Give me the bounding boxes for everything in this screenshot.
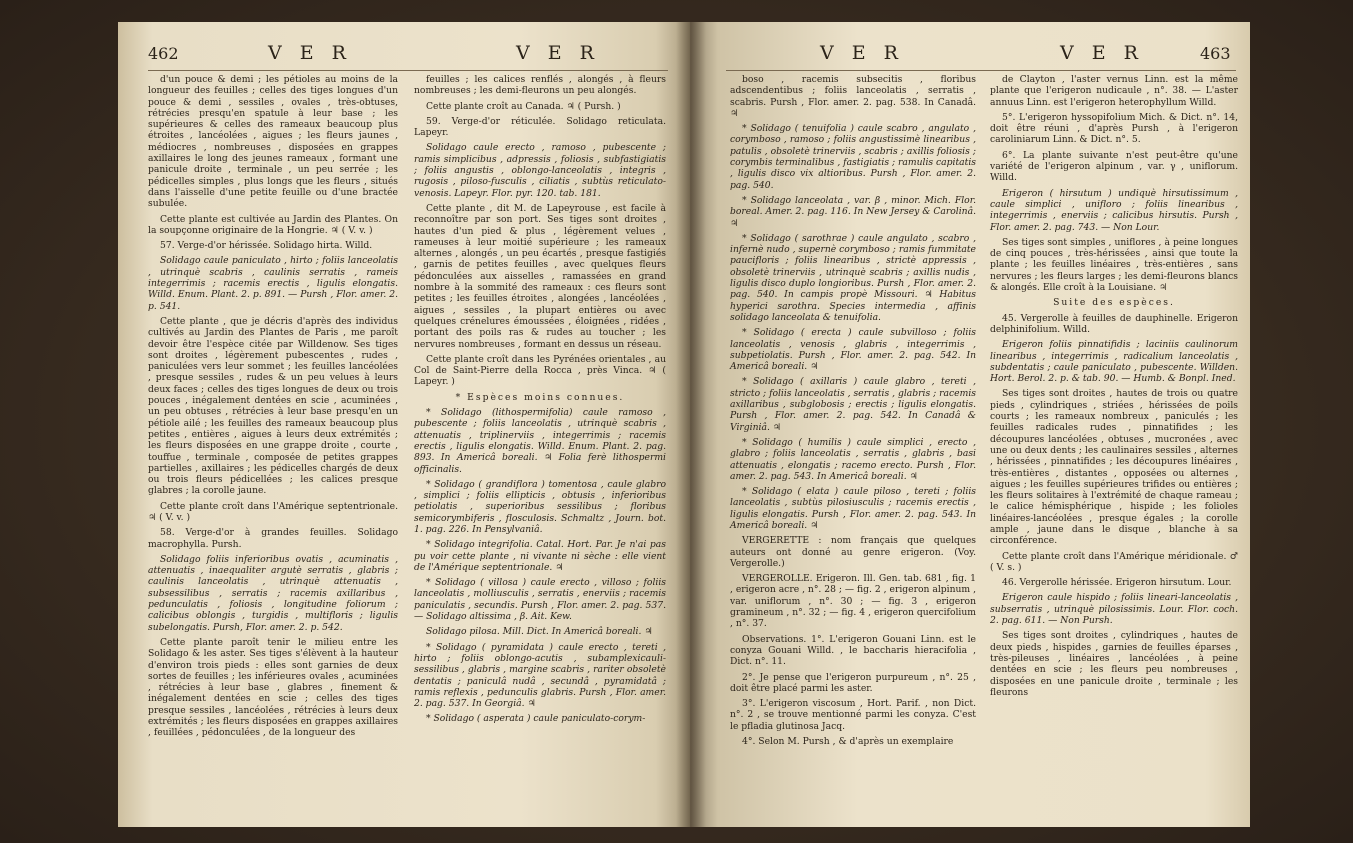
paragraph: d'un pouce & demi ; les pétioles au moins de la longueur des feuilles ; celles des tiges longues d'un pouce & demi , sessiles , ovales , très-obtuses, rétrécies presqu'en spatule à leur base ; les supérieures & celles des rameaux beaucoup plus étroites , lancéolées , aigues ; les fleurs jaunes , médiocres , nombreuses , disposées en grappes axillaires le long des jeunes rameaux , formant une panicule droite , terminale , un peu serrée ; les pédicelles simples , plus longs que les fleurs , situés dans l'aisselle d'une petite feuille ou d'une bractée subulée. bbox=[148, 74, 398, 210]
paragraph: * Espèces moins connues. bbox=[455, 391, 625, 403]
text-column-right bbox=[990, 74, 1238, 702]
paragraph: * Solidago ( erecta ) caule subvilloso ; foliis lanceolatis , venosis , glabris , integerrimis , subpetiolatis. Pursh , Flor. amer. 2. pag. 542. In Americâ boreali. ♃ bbox=[730, 327, 976, 373]
paragraph: * Solidago ( asperata ) caule paniculato-corym- bbox=[426, 713, 646, 725]
paragraph: Cette plante , que je décris d'après des individus cultivés au Jardin des Plantes de Paris , me paroît devoir être l'espèce citée par Willdenow. Ses tiges sont droites , légèrement pubescentes , rudes , paniculées vers leur sommet ; les feuilles lancéolées , presque sessiles , rudes & un peu velues à leurs deux faces ; celles des tiges longues de deux ou trois pouces , inégalement dentées en scie , acuminées , un peu obtuses , rétrécies à leur base presqu'en un pétiole ailé ; les feuilles des rameaux beaucoup plus petites , entières , aigues à leurs deux extrémités ; les fleurs disposées en une grappe droite , courte , touffue , terminale , composée de petites grappes partielles , axillaires ; les pédicelles chargés de deux ou trois fleurs pédicellées ; les calices presque glabres ; la corolle jaune. bbox=[148, 315, 398, 497]
paragraph: 46. Vergerolle hérissée. Erigeron hirsutum. Lour. bbox=[1002, 577, 1232, 589]
paragraph: * Solidago (lithospermifolia) caule ramoso , pubescente ; foliis lanceolatis , utrinquè scabris , attenuatis , triplinerviis , integerrimis ; racemis erectis , ligulis elongatis. Willd. Enum. Plant. 2. pag. 893. In Americâ boreali. ♃ Folia ferè lithospermi officinalis. bbox=[414, 407, 666, 475]
book-gutter bbox=[676, 22, 706, 827]
paragraph: Ses tiges sont simples , uniflores , à peine longues de cinq pouces , très-hérissées , ainsi que toute la plante ; les feuilles linéaires , très-entières , sans nervures ; les fleurs larges ; les demi-fleurons blancs & alongés. Elle croît à la Louisiane. ♃ bbox=[990, 236, 1238, 294]
paragraph: * Solidago ( tenuifolia ) caule scabro , angulato , corymboso , ramoso ; foliis angustissimè linearibus , patulis , obsoletè trinerviis , scabris ; axillis foliosis ; corymbis terminalibus , fastigiatis ; ramulis capitatis , ligulis disco vix altioribus. Pursh , Flor. amer. 2. pag. 540. bbox=[730, 123, 976, 191]
paragraph: * Solidago ( villosa ) caule erecto , villoso ; foliis lanceolatis , molliusculis , serratis , enerviis ; racemis paniculatis , secundis. Pursh , Flor. amer. 2. pag. 537. — Solidago altissima , β. Ait. Kew. bbox=[414, 577, 666, 623]
paragraph: 3°. L'erigeron viscosum , Hort. Parif. , non Dict. n°. 2 , se trouve mentionné parmi les conyza. C'est le pfladia glutinosa Jacq. bbox=[730, 698, 976, 732]
paragraph: Observations. 1°. L'erigeron Gouani Linn. est le conyza Gouani Willd. , le baccharis hieracifolia , Dict. n°. 11. bbox=[730, 633, 976, 668]
paragraph: Cette plante croît au Canada. ♃ ( Pursh. ) bbox=[426, 100, 621, 112]
paragraph: Erigeron caule hispido ; foliis lineari-lanceolatis , subserratis , utrinquè pilosissimis. Lour. Flor. coch. 2. pag. 611. — Non Pursh. bbox=[990, 592, 1238, 627]
paragraph: VERGEROLLE. Erigeron. Ill. Gen. tab. 681 , fig. 1 , erigeron acre , n°. 28 ; — fig. 2 , erigeron alpinum , var. uniflorum , n°. 30 ; — fig. 3 , erigeron gramineum , n°. 32 ; — fig. 4 , erigeron quercifolium , n°. 37. bbox=[730, 573, 976, 630]
left-page bbox=[118, 22, 690, 827]
paragraph: 2°. Je pense que l'erigeron purpureum , n°. 25 , doit être placé parmi les aster. bbox=[730, 671, 976, 694]
text-column-left bbox=[148, 74, 398, 743]
paragraph: 6°. La plante suivante n'est peut-être qu'une variété de l'erigeron alpinum , var. γ , uniflorum. Willd. bbox=[990, 149, 1238, 184]
paragraph: Ses tiges sont droites , cylindriques , hautes de deux pieds , hispides , garnies de feuilles éparses , très-pileuses , linéaires , lancéolées , à peine dentées en scie ; les fleurs peu nombreuses , disposées en une panicule droite , terminale ; les fleurons bbox=[990, 630, 1238, 698]
paragraph: Erigeron ( hirsutum ) undiquè hirsutissimum , caule simplici , unifloro ; foliis linearibus , integerrimis , enerviis ; calicibus hirsutis. Pursh , Flor. amer. 2. pag. 743. — Non Lour. bbox=[990, 187, 1238, 233]
paragraph: boso , racemis subsecitis , floribus adscendentibus ; foliis lanceolatis , serratis , scabris. Pursh , Flor. amer. 2. pag. 538. In Canadâ. ♃ bbox=[730, 74, 976, 119]
header-rule bbox=[148, 70, 668, 71]
paragraph: Cette plante , dit M. de Lapeyrouse , est facile à reconnoître par son port. Ses tiges sont droites , hautes d'un pied & plus , légèrement velues , rameuses à leur moitié supérieure ; les rameaux alternes , alongés , un peu écartés , presque fastigiés , garnis de petites feuilles , avec quelques fleurs pédonculées aux aisselles , ramassées en grand nombre à la sommité des rameaux : ces fleurs sont petites ; les feuilles étroites , alongées , lancéolées , aigues , sessiles , la plupart entières ou avec quelques crénelures émoussées , éloignées , ridées , portant des poils ras & rudes au toucher ; les nervures nombreuses , formant en dessus un réseau. bbox=[414, 202, 666, 350]
paragraph: * Solidago ( pyramidata ) caule erecto , tereti , hirto ; foliis oblongo-acutis , subamplexicauli-sessilibus , glabris , margine scabris , rariter obsoletè dentatis ; paniculâ nudâ , secundâ , pyramidatâ ; ramis reflexis , pedunculis glabris. Pursh , Flor. amer. 2. pag. 537. In Georgiâ. ♃ bbox=[414, 641, 666, 710]
paragraph: * Solidago lanceolata , var. β , minor. Mich. Flor. boreal. Amer. 2. pag. 116. In New Jersey & Carolinâ. ♃ bbox=[730, 194, 976, 229]
running-header-left: V E R bbox=[268, 42, 352, 64]
running-header-right: V E R bbox=[1060, 42, 1144, 64]
paragraph: * Solidago ( elata ) caule piloso , tereti ; foliis lanceolatis , subtùs pilosiusculis ; racemis erectis , ligulis elongatis. Pursh , Flor. amer. 2. pag. 543. In Americâ boreali. ♃ bbox=[730, 486, 976, 531]
header-rule bbox=[726, 70, 1236, 71]
running-header-right: V E R bbox=[516, 42, 600, 64]
paragraph: Erigeron foliis pinnatifidis ; laciniis caulinorum linearibus , integerrimis , radicalium lanceolatis , subdentatis ; caule paniculato , pubescente. Willden. Hort. Berol. 2. p. & tab. 90. — Humb. & Bonpl. Ined. bbox=[990, 339, 1238, 385]
paragraph: * Solidago ( sarothrae ) caule angulato , scabro , infernè nudo , supernè corymboso ; ramis fummitate paucifloris ; foliis linearibus , strictè appressis , obsoletè trinerviis , utrinquè scabris ; axillis nudis , ligulis disco duplo longioribus. Pursh , Flor. amer. 2. pag. 540. In campis propè Missouri. ♃ Habitus hyperici sarothra. Species intermedia , affinis solidago lanceolata & tenuifolia. bbox=[730, 232, 976, 323]
page-number: 462 bbox=[148, 44, 179, 63]
paragraph: Cette plante croît dans les Pyrénées orientales , au Col de Saint-Pierre della Rocca , près Vinca. ♃ ( Lapeyr. ) bbox=[414, 353, 666, 388]
paragraph: * Solidago ( grandiflora ) tomentosa , caule glabro , simplici ; foliis ellipticis , obtusis , inferioribus petiolatis , superioribus sessilibus ; floribus semicorymbiferis , flosculosis. Schmaltz , Journ. bot. 1. pag. 226. In Pensylvaniâ. bbox=[414, 478, 666, 535]
paragraph: Ses tiges sont droites , hautes de trois ou quatre pieds , cylindriques , striées , hérissées de poils courts ; les rameaux nombreux , paniculés ; les feuilles radicales rudes , pinnatifides ; les découpures lancéolées , obtuses , mucronées , avec une ou deux dents ; les caulinaires sessiles , alternes , hérissées , pinnatifides ; les découpures linéaires , très-entières , distantes , opposées ou alternes , aigues ; les feuilles supérieures trifides ou entières ; les fleurs solitaires à l'extrémité de chaque rameau ; le calice hémisphérique , hispide ; les folioles linéaires-lancéolées , presque égales ; la corolle ample , jaune dans le disque , blanche à sa circonférence. bbox=[990, 388, 1238, 547]
paragraph: * Solidago ( axillaris ) caule glabro , tereti , stricto ; foliis lanceolatis , serratis , glabris ; racemis axillaribus , subglobosis ; erectis ; ligulis elongatis. Pursh , Flor. amer. 2. pag. 542. In Canadâ & Virginiâ. ♃ bbox=[730, 376, 976, 433]
text-column-right bbox=[414, 74, 666, 729]
paragraph: Solidago pilosa. Mill. Dict. In Americâ boreali. ♃ bbox=[426, 626, 653, 638]
paragraph: Solidago caule erecto , ramoso , pubescente ; ramis simplicibus , adpressis , foliosis , subfastigiatis ; foliis angustis , oblongo-lanceolatis , integris , rugosis , piloso-fusculis , ciliatis , subtùs reticulato-venosis. Lapeyr. Flor. pyr. 120. tab. 181. bbox=[414, 142, 666, 199]
paragraph: 5°. L'erigeron hyssopifolium Mich. & Dict. n°. 14, doit être réuni , d'après Pursh , à l'erigeron caroliniarum Linn. & Dict. n°. 5. bbox=[990, 111, 1238, 146]
paragraph: * Solidago integrifolia. Catal. Hort. Par. Je n'ai pas pu voir cette plante , ni vivante ni sèche : elle vient de l'Amérique septentrionale. ♃ bbox=[414, 539, 666, 573]
paragraph: 45. Vergerolle à feuilles de dauphinelle. Erigeron delphinifolium. Willd. bbox=[990, 312, 1238, 335]
running-header-left: V E R bbox=[820, 42, 904, 64]
paragraph: Solidago caule paniculato , hirto ; foliis lanceolatis , utrinquè scabris , caulinis serratis , rameis integerrimis ; racemis erectis , ligulis elongatis. Willd. Enum. Plant. 2. p. 891. — Pursh , Flor. amer. 2. p. 541. bbox=[148, 255, 398, 312]
text-column-left bbox=[730, 74, 976, 751]
paragraph: de Clayton , l'aster vernus Linn. est la même plante que l'erigeron nudicaule , n°. 38. — L'aster annuus Linn. est l'erigeron heterophyllum Willd. bbox=[990, 74, 1238, 108]
paragraph: Suite des espèces. bbox=[1053, 297, 1175, 309]
paragraph: * Solidago ( humilis ) caule simplici , erecto , glabro ; foliis lanceolatis , serratis , glabris , basi attenuatis , elongatis ; racemo erecto. Pursh , Flor. amer. 2. pag. 543. In Americâ boreali. ♃ bbox=[730, 436, 976, 482]
paragraph: Cette plante croît dans l'Amérique septentrionale. ♃ ( V. v. ) bbox=[148, 500, 398, 523]
paragraph: 4°. Selon M. Pursh , & d'après un exemplaire bbox=[742, 736, 954, 748]
paragraph: 59. Verge-d'or réticulée. Solidago reticulata. Lapeyr. bbox=[414, 115, 666, 139]
page-number: 463 bbox=[1200, 44, 1231, 63]
paragraph: Cette plante est cultivée au Jardin des Plantes. On la soupçonne originaire de la Hongrie. ♃ ( V. v. ) bbox=[148, 213, 398, 236]
paragraph: 57. Verge-d'or hérissée. Solidago hirta. Willd. bbox=[160, 240, 373, 252]
paragraph: feuilles ; les calices renflés , alongés , à fleurs nombreuses ; les demi-fleurons un peu alongés. bbox=[414, 74, 666, 97]
paragraph: Cette plante croît dans l'Amérique méridionale. ♂ ( V. s. ) bbox=[990, 550, 1238, 573]
paragraph: VERGERETTE : nom français que quelques auteurs ont donné au genre erigeron. (Voy. Vergerolle.) bbox=[730, 535, 976, 569]
paragraph: Cette plante paroît tenir le milieu entre les Solidago & les aster. Ses tiges s'élèvent à la hauteur d'environ trois pieds : elles sont garnies de deux sortes de feuilles ; les inférieures ovales , acuminées , rétrécies à leur base , glabres , finement & inégalement dentées en scie ; celles des tiges presque sessiles , lancéolées , rétrécies à leurs deux extrémités ; les fleurs disposées en grappes axillaires , feuillées , pédonculées , de la longueur des bbox=[148, 636, 398, 739]
right-page bbox=[690, 22, 1250, 827]
paragraph: 58. Verge-d'or à grandes feuilles. Solidago macrophylla. Pursh. bbox=[148, 527, 398, 550]
paragraph: Solidago foliis inferioribus ovatis , acuminatis , attenuatis , inaequaliter argutè serratis , glabris ; caulinis lanceolatis , utrinquè attenuatis , subsessilibus , serratis ; racemis axillaribus , pedunculatis , foliosis , longitudine foliorum ; calicibus oblongis , turgidis , multifloris ; ligulis subelongatis. Pursh, Flor. amer. 2. p. 542. bbox=[148, 553, 398, 633]
